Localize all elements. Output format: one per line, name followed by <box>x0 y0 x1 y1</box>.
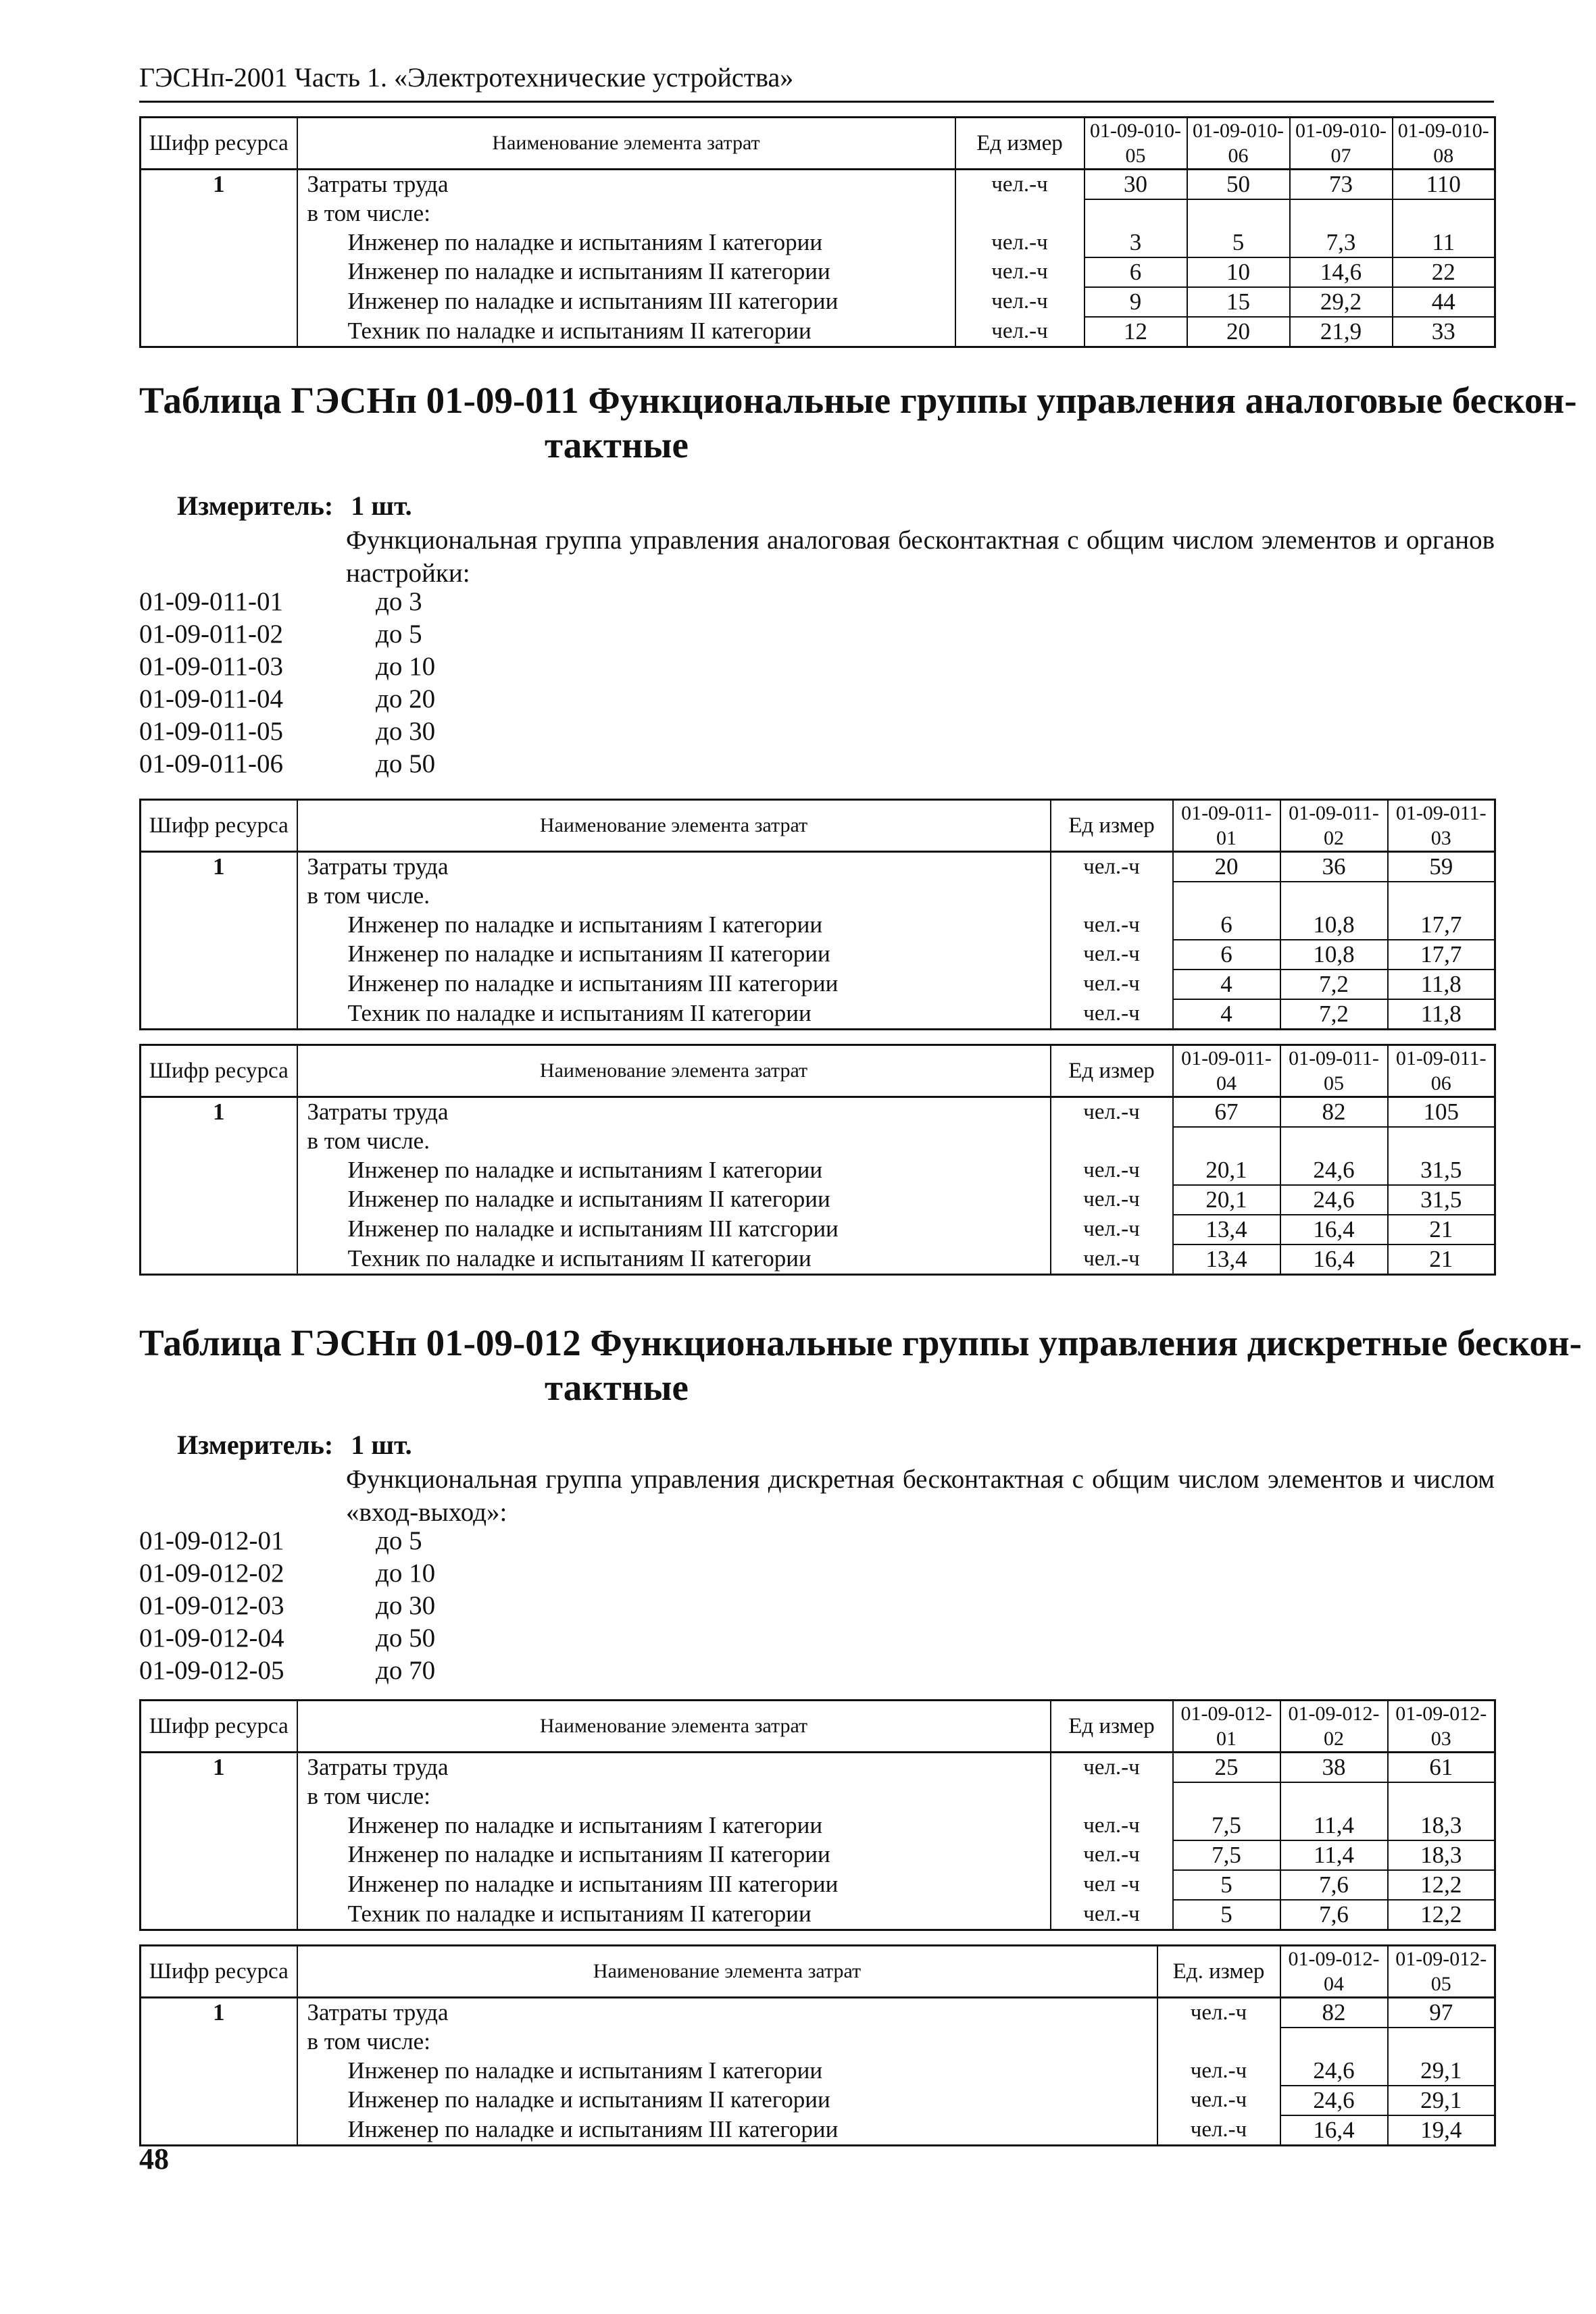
item-code: 01-09-012-03 <box>139 1591 284 1620</box>
cell-code <box>141 911 297 940</box>
cell-unit: чел.-ч <box>955 317 1084 347</box>
cell-value: 4 <box>1173 999 1280 1030</box>
cell-code <box>141 2028 297 2057</box>
cell-code <box>141 1244 297 1275</box>
code-list-item <box>139 586 435 618</box>
table-row <box>141 1811 1495 1840</box>
cell-value <box>1173 1127 1280 1156</box>
table-row <box>141 1782 1495 1811</box>
cell-value <box>1280 2028 1388 2057</box>
cell-code <box>141 2115 297 2146</box>
section-title-011 <box>139 378 1577 468</box>
cell-value: 14,6 <box>1290 257 1393 287</box>
cell-value: 20 <box>1187 317 1290 347</box>
cell-name: Инженер по наладке и испытаниям I категории <box>297 1811 1051 1840</box>
cell-code <box>141 2057 297 2086</box>
cell-code <box>141 882 297 911</box>
item-text: до 3 <box>376 587 422 616</box>
section-description: Функциональная группа управления дискретная бесконтактная с общим числом элементов и числом «вход-выход»: <box>346 1465 1495 1527</box>
cell-value: 20,1 <box>1173 1185 1280 1215</box>
cell-value: 12 <box>1084 317 1187 347</box>
cell-name: Инженер по наладке и испытаниям II категории <box>297 257 955 287</box>
cell-value: 9 <box>1084 287 1187 317</box>
cell-name: в том числе. <box>297 1127 1051 1156</box>
cell-code <box>141 970 297 999</box>
cell-value: 11,8 <box>1388 970 1495 999</box>
cell-value: 50 <box>1187 170 1290 200</box>
cell-name: Инженер по наладке и испытаниям I категории <box>297 228 955 257</box>
header-unit: Ед измер <box>1051 1701 1173 1753</box>
cell-value: 6 <box>1173 911 1280 940</box>
table-row <box>141 199 1495 228</box>
cell-name: Инженер по наладке и испытаниям III категории <box>297 287 955 317</box>
cell-code <box>141 1156 297 1185</box>
cell-unit: чел.-ч <box>1051 1215 1173 1244</box>
cell-name: Инженер по наладке и испытаниям I категории <box>297 1156 1051 1185</box>
cell-name: Затраты труда <box>297 1998 1157 2028</box>
cell-value <box>1280 882 1388 911</box>
header-code: Шифр ресурса <box>141 1701 297 1753</box>
table-row <box>141 1840 1495 1870</box>
cell-unit: чел.-ч <box>1157 2086 1280 2115</box>
cell-unit: чел.-ч <box>1051 1753 1173 1783</box>
code-list-item <box>139 618 435 651</box>
cell-value: 31,5 <box>1388 1156 1495 1185</box>
item-code: 01-09-012-04 <box>139 1624 284 1653</box>
cell-code <box>141 1782 297 1811</box>
cell-name: Инженер по наладке и испытаниям II категории <box>297 2086 1157 2115</box>
table-row <box>141 911 1495 940</box>
cell-value: 7,3 <box>1290 228 1393 257</box>
cell-value: 24,6 <box>1280 1185 1388 1215</box>
header-unit: Ед. измер <box>1157 1946 1280 1998</box>
header-unit: Ед измер <box>1051 1045 1173 1097</box>
code-list-item <box>139 1525 435 1557</box>
table-row <box>141 287 1495 317</box>
item-code: 01-09-012-02 <box>139 1559 284 1588</box>
cell-name: Затраты труда <box>297 1097 1051 1128</box>
cell-value: 18,3 <box>1388 1840 1495 1870</box>
cell-code <box>141 1185 297 1215</box>
code-list-item <box>139 1655 435 1687</box>
cell-value: 11,8 <box>1388 999 1495 1030</box>
cell-unit: чел.-ч <box>1051 852 1173 882</box>
cell-value: 82 <box>1280 1097 1388 1128</box>
cell-value: 7,6 <box>1280 1900 1388 1930</box>
cell-code <box>141 999 297 1030</box>
cell-unit: чел.-ч <box>1051 1900 1173 1930</box>
code-list-item <box>139 1557 435 1590</box>
table-header-row <box>141 1946 1495 1998</box>
item-text: до 30 <box>376 1591 436 1620</box>
meter-line <box>177 490 412 522</box>
cell-value: 73 <box>1290 170 1393 200</box>
cell-code <box>141 1870 297 1900</box>
table-row <box>141 228 1495 257</box>
cell-value: 110 <box>1393 170 1495 200</box>
header-name: Наименование элемента затрат <box>297 1946 1157 1998</box>
item-code: 01-09-011-01 <box>139 587 284 616</box>
item-text: до 20 <box>376 684 436 713</box>
cell-value: 24,6 <box>1280 2057 1388 2086</box>
section-title-line: тактные <box>545 424 689 466</box>
cell-value: 19,4 <box>1388 2115 1495 2146</box>
cell-value: 33 <box>1393 317 1495 347</box>
header-code: Шифр ресурса <box>141 118 297 170</box>
cell-value: 10 <box>1187 257 1290 287</box>
item-code: 01-09-011-04 <box>139 684 284 713</box>
cell-code: 1 <box>141 852 297 882</box>
cell-value: 4 <box>1173 970 1280 999</box>
cell-value <box>1388 1127 1495 1156</box>
cell-unit: чел -ч <box>1051 1870 1173 1900</box>
cell-unit: чел.-ч <box>1051 911 1173 940</box>
cell-unit: чел.-ч <box>1157 2057 1280 2086</box>
section-title-012 <box>139 1321 1582 1410</box>
cell-value: 16,4 <box>1280 1244 1388 1275</box>
cell-value: 7,5 <box>1173 1840 1280 1870</box>
cell-value <box>1173 1782 1280 1811</box>
item-text: до 5 <box>376 620 422 649</box>
code-list-item <box>139 1622 435 1655</box>
table-row <box>141 852 1495 882</box>
cell-name: в том числе: <box>297 199 955 228</box>
cell-code <box>141 1127 297 1156</box>
cell-code <box>141 1215 297 1244</box>
cell-value: 11 <box>1393 228 1495 257</box>
cell-value: 59 <box>1388 852 1495 882</box>
cell-value: 7,2 <box>1280 999 1388 1030</box>
cell-value <box>1280 1127 1388 1156</box>
header-norm-code: 01-09-010-07 <box>1290 118 1393 170</box>
header-norm-code: 01-09-011-06 <box>1388 1045 1495 1097</box>
cell-value: 5 <box>1173 1870 1280 1900</box>
item-text: до 5 <box>376 1526 422 1555</box>
cell-value: 38 <box>1280 1753 1388 1783</box>
cell-unit <box>1051 1782 1173 1811</box>
cell-unit <box>1157 2028 1280 2057</box>
cell-code: 1 <box>141 1097 297 1128</box>
table-row <box>141 999 1495 1030</box>
table-row <box>141 1185 1495 1215</box>
cell-value: 7,2 <box>1280 970 1388 999</box>
cell-value <box>1187 199 1290 228</box>
cell-value <box>1388 1782 1495 1811</box>
cell-value: 18,3 <box>1388 1811 1495 1840</box>
table-header-row <box>141 1045 1495 1097</box>
page-number: 48 <box>139 2142 169 2175</box>
header-name: Наименование элемента затрат <box>297 1701 1051 1753</box>
cell-value: 15 <box>1187 287 1290 317</box>
header-norm-code: 01-09-010-06 <box>1187 118 1290 170</box>
cell-value: 22 <box>1393 257 1495 287</box>
meter-label: Измеритель: <box>177 1430 334 1460</box>
code-list-item <box>139 1590 435 1622</box>
meter-line <box>177 1429 412 1461</box>
cell-name: Инженер по наладке и испытаниям III категории <box>297 970 1051 999</box>
header-norm-code: 01-09-011-05 <box>1280 1045 1388 1097</box>
cell-value: 30 <box>1084 170 1187 200</box>
cell-code: 1 <box>141 1753 297 1783</box>
cell-value: 6 <box>1084 257 1187 287</box>
cell-value: 11,4 <box>1280 1811 1388 1840</box>
cell-value: 36 <box>1280 852 1388 882</box>
cell-unit: чел.-ч <box>955 170 1084 200</box>
item-text: до 30 <box>376 717 436 746</box>
table-row <box>141 1998 1495 2028</box>
cell-value: 29,1 <box>1388 2057 1495 2086</box>
header-norm-code: 01-09-012-02 <box>1280 1701 1388 1753</box>
cell-unit <box>955 199 1084 228</box>
cell-name: Техник по наладке и испытаниям II категории <box>297 317 955 347</box>
header-name: Наименование элемента затрат <box>297 1045 1051 1097</box>
cell-value: 17,7 <box>1388 940 1495 970</box>
cell-value: 21,9 <box>1290 317 1393 347</box>
cell-value: 21 <box>1388 1215 1495 1244</box>
header-name: Наименование элемента затрат <box>297 118 955 170</box>
header-norm-code: 01-09-011-01 <box>1173 800 1280 852</box>
table-row <box>141 1870 1495 1900</box>
code-list-item <box>139 748 435 780</box>
header-code: Шифр ресурса <box>141 1045 297 1097</box>
cell-value: 13,4 <box>1173 1215 1280 1244</box>
cell-value: 12,2 <box>1388 1870 1495 1900</box>
cell-value: 5 <box>1187 228 1290 257</box>
item-code: 01-09-011-02 <box>139 620 284 649</box>
cell-unit: чел.-ч <box>1051 1156 1173 1185</box>
cell-value: 97 <box>1388 1998 1495 2028</box>
cost-table-012-b <box>139 1944 1496 2146</box>
item-code: 01-09-011-05 <box>139 717 284 746</box>
cell-value: 29,2 <box>1290 287 1393 317</box>
cell-code: 1 <box>141 170 297 200</box>
cell-value <box>1084 199 1187 228</box>
cell-unit: чел.-ч <box>1051 1185 1173 1215</box>
running-header: ГЭСНп-2001 Часть 1. «Электротехнические устройства» <box>139 62 794 93</box>
table-row <box>141 1097 1495 1128</box>
table-row <box>141 2057 1495 2086</box>
cell-value: 25 <box>1173 1753 1280 1783</box>
cell-name: Затраты труда <box>297 1753 1051 1783</box>
cell-value: 5 <box>1173 1900 1280 1930</box>
table-row <box>141 2115 1495 2146</box>
header-norm-code: 01-09-012-05 <box>1388 1946 1495 1998</box>
header-norm-code: 01-09-012-01 <box>1173 1701 1280 1753</box>
cell-unit: чел.-ч <box>955 257 1084 287</box>
item-text: до 50 <box>376 749 436 778</box>
cell-value: 24,6 <box>1280 2086 1388 2115</box>
table-row <box>141 1900 1495 1930</box>
cell-value: 6 <box>1173 940 1280 970</box>
cell-code <box>141 2086 297 2115</box>
cost-table-010 <box>139 116 1496 348</box>
cell-name: Затраты труда <box>297 170 955 200</box>
cell-value <box>1290 199 1393 228</box>
table-row <box>141 1244 1495 1275</box>
cell-unit: чел.-ч <box>1051 970 1173 999</box>
cell-value: 7,5 <box>1173 1811 1280 1840</box>
cell-code <box>141 287 297 317</box>
cell-value: 10,8 <box>1280 940 1388 970</box>
cell-unit: чел.-ч <box>1051 940 1173 970</box>
header-norm-code: 01-09-011-03 <box>1388 800 1495 852</box>
cell-name: Инженер по наладке и испытаниям II категории <box>297 1185 1051 1215</box>
code-list-item <box>139 683 435 715</box>
header-unit: Ед измер <box>955 118 1084 170</box>
cell-value: 13,4 <box>1173 1244 1280 1275</box>
cell-value: 82 <box>1280 1998 1388 2028</box>
table-row <box>141 257 1495 287</box>
cell-code <box>141 1900 297 1930</box>
cell-value: 21 <box>1388 1244 1495 1275</box>
meter-value: 1 шт. <box>351 1430 412 1460</box>
cell-value: 31,5 <box>1388 1185 1495 1215</box>
header-code: Шифр ресурса <box>141 1946 297 1998</box>
code-list <box>139 586 435 780</box>
header-unit: Ед измер <box>1051 800 1173 852</box>
item-code: 01-09-011-06 <box>139 749 284 778</box>
item-text: до 10 <box>376 1559 436 1588</box>
cell-name: в том числе: <box>297 1782 1051 1811</box>
table-row <box>141 1156 1495 1185</box>
cost-table-011-b <box>139 1044 1496 1276</box>
table-row <box>141 882 1495 911</box>
cell-unit: чел.-ч <box>1157 2115 1280 2146</box>
cell-code <box>141 228 297 257</box>
cell-name: Инженер по наладке и испытаниям I категории <box>297 2057 1157 2086</box>
cell-value: 61 <box>1388 1753 1495 1783</box>
cell-code <box>141 257 297 287</box>
cell-value: 105 <box>1388 1097 1495 1128</box>
cell-name: Инженер по наладке и испытаниям III катсгории <box>297 1215 1051 1244</box>
cell-value <box>1173 882 1280 911</box>
table-header-row <box>141 118 1495 170</box>
cell-value: 12,2 <box>1388 1900 1495 1930</box>
cell-value: 24,6 <box>1280 1156 1388 1185</box>
item-code: 01-09-012-05 <box>139 1656 284 1685</box>
table-row <box>141 1215 1495 1244</box>
cell-code <box>141 1840 297 1870</box>
item-code: 01-09-012-01 <box>139 1526 284 1555</box>
cell-value <box>1388 2028 1495 2057</box>
item-text: до 50 <box>376 1624 436 1653</box>
section-description: Функциональная группа управления аналоговая бесконтактная с общим числом элементов и органов настройки: <box>346 526 1495 588</box>
cell-name: Инженер по наладке и испытаниям I категории <box>297 911 1051 940</box>
cell-unit: чел.-ч <box>955 228 1084 257</box>
cell-unit <box>1051 1127 1173 1156</box>
cell-name: Затраты труда <box>297 852 1051 882</box>
cell-value: 11,4 <box>1280 1840 1388 1870</box>
table-row <box>141 170 1495 200</box>
item-code: 01-09-011-03 <box>139 652 284 681</box>
cell-unit: чел.-ч <box>1051 1840 1173 1870</box>
table-header-row <box>141 1701 1495 1753</box>
code-list-item <box>139 651 435 683</box>
cell-name: Инженер по наладке и испытаниям III категории <box>297 1870 1051 1900</box>
table-row <box>141 317 1495 347</box>
cell-value: 16,4 <box>1280 2115 1388 2146</box>
cost-table-012-a <box>139 1699 1496 1931</box>
header-norm-code: 01-09-011-02 <box>1280 800 1388 852</box>
cell-unit <box>1051 882 1173 911</box>
cell-name: в том числе: <box>297 2028 1157 2057</box>
cell-unit: чел.-ч <box>1157 1998 1280 2028</box>
cell-value: 20,1 <box>1173 1156 1280 1185</box>
cell-value: 17,7 <box>1388 911 1495 940</box>
section-title-line: Таблица ГЭСНп 01-09-012 Функциональные группы управления дискретные бескон- <box>139 1322 1582 1363</box>
meter-value: 1 шт. <box>351 491 412 521</box>
cell-unit: чел.-ч <box>955 287 1084 317</box>
cell-code <box>141 317 297 347</box>
table-row <box>141 2028 1495 2057</box>
cell-value: 3 <box>1084 228 1187 257</box>
header-norm-code: 01-09-010-08 <box>1393 118 1495 170</box>
table-row <box>141 970 1495 999</box>
cell-unit: чел.-ч <box>1051 1811 1173 1840</box>
cell-name: Инженер по наладке и испытаниям II категории <box>297 940 1051 970</box>
cell-code <box>141 199 297 228</box>
cell-unit: чел.-ч <box>1051 999 1173 1030</box>
cell-unit: чел.-ч <box>1051 1097 1173 1128</box>
meter-label: Измеритель: <box>177 491 334 521</box>
cell-name: Инженер по наладке и испытаниям III категории <box>297 2115 1157 2146</box>
cell-value: 7,6 <box>1280 1870 1388 1900</box>
cell-value: 44 <box>1393 287 1495 317</box>
cell-value: 16,4 <box>1280 1215 1388 1244</box>
header-norm-code: 01-09-010-05 <box>1084 118 1187 170</box>
header-norm-code: 01-09-012-03 <box>1388 1701 1495 1753</box>
cost-table-011-a <box>139 799 1496 1030</box>
cell-name: Техник по наладке и испытаниям II категории <box>297 1244 1051 1275</box>
header-code: Шифр ресурса <box>141 800 297 852</box>
cell-unit: чел.-ч <box>1051 1244 1173 1275</box>
table-row <box>141 940 1495 970</box>
table-row <box>141 1753 1495 1783</box>
cell-value <box>1280 1782 1388 1811</box>
cell-name: Инженер по наладке и испытаниям II категории <box>297 1840 1051 1870</box>
cell-name: Техник по наладке и испытаниям II категории <box>297 1900 1051 1930</box>
header-rule <box>139 101 1494 103</box>
table-header-row <box>141 800 1495 852</box>
cell-name: в том числе. <box>297 882 1051 911</box>
section-title-line: тактные <box>545 1367 689 1408</box>
header-name: Наименование элемента затрат <box>297 800 1051 852</box>
cell-code <box>141 1811 297 1840</box>
code-list <box>139 1525 435 1687</box>
cell-value <box>1388 882 1495 911</box>
header-norm-code: 01-09-012-04 <box>1280 1946 1388 1998</box>
cell-value: 20 <box>1173 852 1280 882</box>
item-text: до 10 <box>376 652 436 681</box>
cell-value <box>1393 199 1495 228</box>
cell-value: 67 <box>1173 1097 1280 1128</box>
header-norm-code: 01-09-011-04 <box>1173 1045 1280 1097</box>
cell-value: 10,8 <box>1280 911 1388 940</box>
code-list-item <box>139 715 435 748</box>
table-row <box>141 1127 1495 1156</box>
table-row <box>141 2086 1495 2115</box>
cell-name: Техник по наладке и испытаниям II категории <box>297 999 1051 1030</box>
cell-code: 1 <box>141 1998 297 2028</box>
section-title-line: Таблица ГЭСНп 01-09-011 Функциональные группы управления аналоговые бескон- <box>139 380 1577 421</box>
item-text: до 70 <box>376 1656 436 1685</box>
cell-code <box>141 940 297 970</box>
cell-value: 29,1 <box>1388 2086 1495 2115</box>
